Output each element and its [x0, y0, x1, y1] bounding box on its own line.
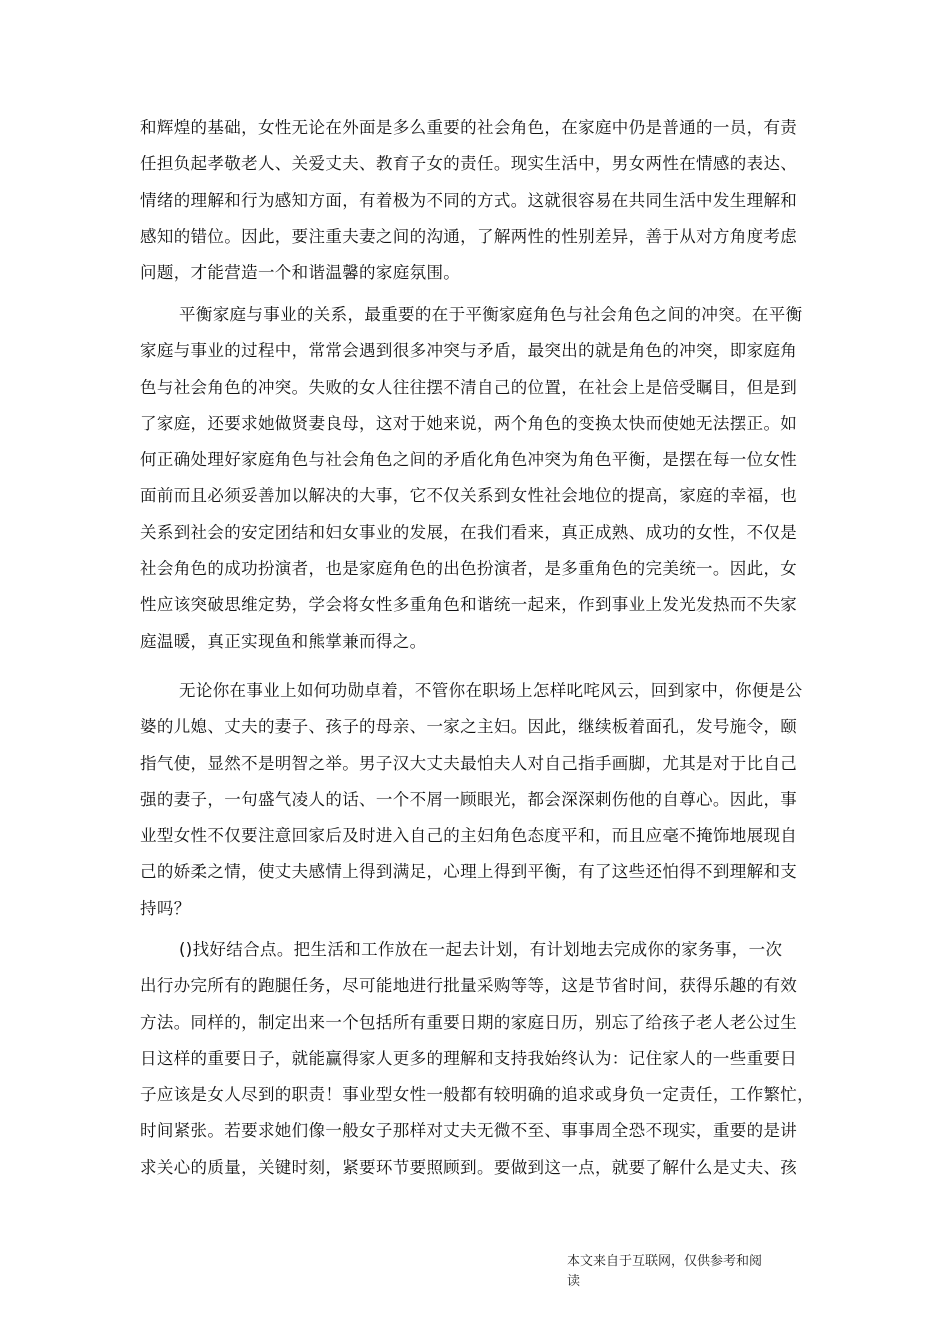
text-line: 情绪的理解和行为感知方面，有着极为不同的方式。这就很容易在共同生活中发生理解和 — [140, 190, 798, 210]
text-line: 色与社会角色的冲突。失败的女人往往摆不清自己的位置，在社会上是倍受瞩目，但是到 — [140, 377, 798, 397]
footer-note — [567, 1252, 797, 1292]
text-line: ()找好结合点。把生活和工作放在一起去计划，有计划地去完成你的家务事，一次 — [179, 940, 783, 959]
text-line: 庭温暖，真正实现鱼和熊掌兼而得之。 — [140, 631, 427, 651]
text-line: 问题，才能营造一个和谐温馨的家庭氛围。 — [140, 263, 461, 283]
text-line: 业型女性不仅要注意回家后及时进入自己的主妇角色态度平和，而且应毫不掩饰地展现自 — [140, 826, 798, 846]
text-line: 强的妻子，一句盛气凌人的话、一个不屑一顾眼光，都会深深刺伤他的自尊心。因此，事 — [140, 789, 798, 809]
text-line: 社会角色的成功扮演者，也是家庭角色的出色扮演者，是多重角色的完美统一。因此，女 — [140, 559, 798, 579]
text-line: 婆的儿媳、丈夫的妻子、孩子的母亲、一家之主妇。因此，继续板着面孔，发号施令，颐 — [140, 717, 798, 737]
text-line: 持吗？ — [140, 898, 191, 918]
text-line: 面前而且必须妥善加以解决的大事，它不仅关系到女性社会地位的提高，家庭的幸福，也 — [140, 486, 798, 506]
text-line: 出行办完所有的跑腿任务，尽可能地进行批量采购等等，这是节省时间，获得乐趣的有效 — [140, 976, 798, 996]
text-line: 己的娇柔之情，使丈夫感情上得到满足，心理上得到平衡，有了这些还怕得不到理解和支 — [140, 862, 798, 882]
footer-line: 本文来自于互联网，仅供参考和阅 — [567, 1254, 763, 1269]
text-line: 家庭与事业的过程中，常常会遇到很多冲突与矛盾，最突出的就是角色的冲突，即家庭角 — [140, 341, 798, 361]
text-line: 日这样的重要日子，就能赢得家人更多的理解和支持我始终认为：记住家人的一些重要日 — [140, 1048, 798, 1068]
text-line: 任担负起孝敬老人、关爱丈夫、教育子女的责任。现实生活中，男女两性在情感的表达、 — [140, 154, 798, 174]
text-line: 时间紧张。若要求她们像一般女子那样对丈夫无微不至、事事周全恐不现实，重要的是讲 — [140, 1121, 798, 1141]
paragraph — [140, 932, 830, 1186]
text-line: 指气使，显然不是明智之举。男子汉大丈夫最怕夫人对自己指手画脚，尤其是对于比自己 — [140, 753, 798, 773]
text-line: 求关心的质量，关键时刻，紧要环节要照顾到。要做到这一点，就要了解什么是丈夫、孩 — [140, 1157, 798, 1177]
text-line: 平衡家庭与事业的关系，最重要的在于平衡家庭角色与社会角色之间的冲突。在平衡 — [179, 305, 803, 324]
text-line: 何正确处理好家庭角色与社会角色之间的矛盾化角色冲突为角色平衡，是摆在每一位女性 — [140, 450, 798, 470]
footer-line: 读 — [567, 1274, 581, 1289]
text-line: 关系到社会的安定团结和妇女事业的发展，在我们看来，真正成熟、成功的女性，不仅是 — [140, 522, 798, 542]
text-line: 性应该突破思维定势，学会将女性多重角色和谐统一起来，作到事业上发光发热而不失家 — [140, 595, 798, 615]
paragraph — [140, 673, 830, 927]
text-line: 了家庭，还要求她做贤妻良母，这对于她来说，两个角色的变换太快而使她无法摆正。如 — [140, 413, 798, 433]
paragraph — [140, 110, 830, 291]
text-line: 感知的错位。因此，要注重夫妻之间的沟通，了解两性的性别差异，善于从对方角度考虑 — [140, 226, 798, 246]
text-line: 子应该是女人尽到的职责！事业型女性一般都有较明确的追求或身负一定责任，工作繁忙， — [140, 1085, 814, 1105]
text-line: 无论你在事业上如何功勋卓着，不管你在职场上怎样叱咤风云，回到家中，你便是公 — [179, 681, 803, 700]
text-line: 方法。同样的，制定出来一个包括所有重要日期的家庭日历，别忘了给孩子老人老公过生 — [140, 1012, 798, 1032]
text-line: 和辉煌的基础，女性无论在外面是多么重要的社会角色，在家庭中仍是普通的一员，有责 — [140, 118, 798, 137]
paragraph — [140, 297, 830, 660]
